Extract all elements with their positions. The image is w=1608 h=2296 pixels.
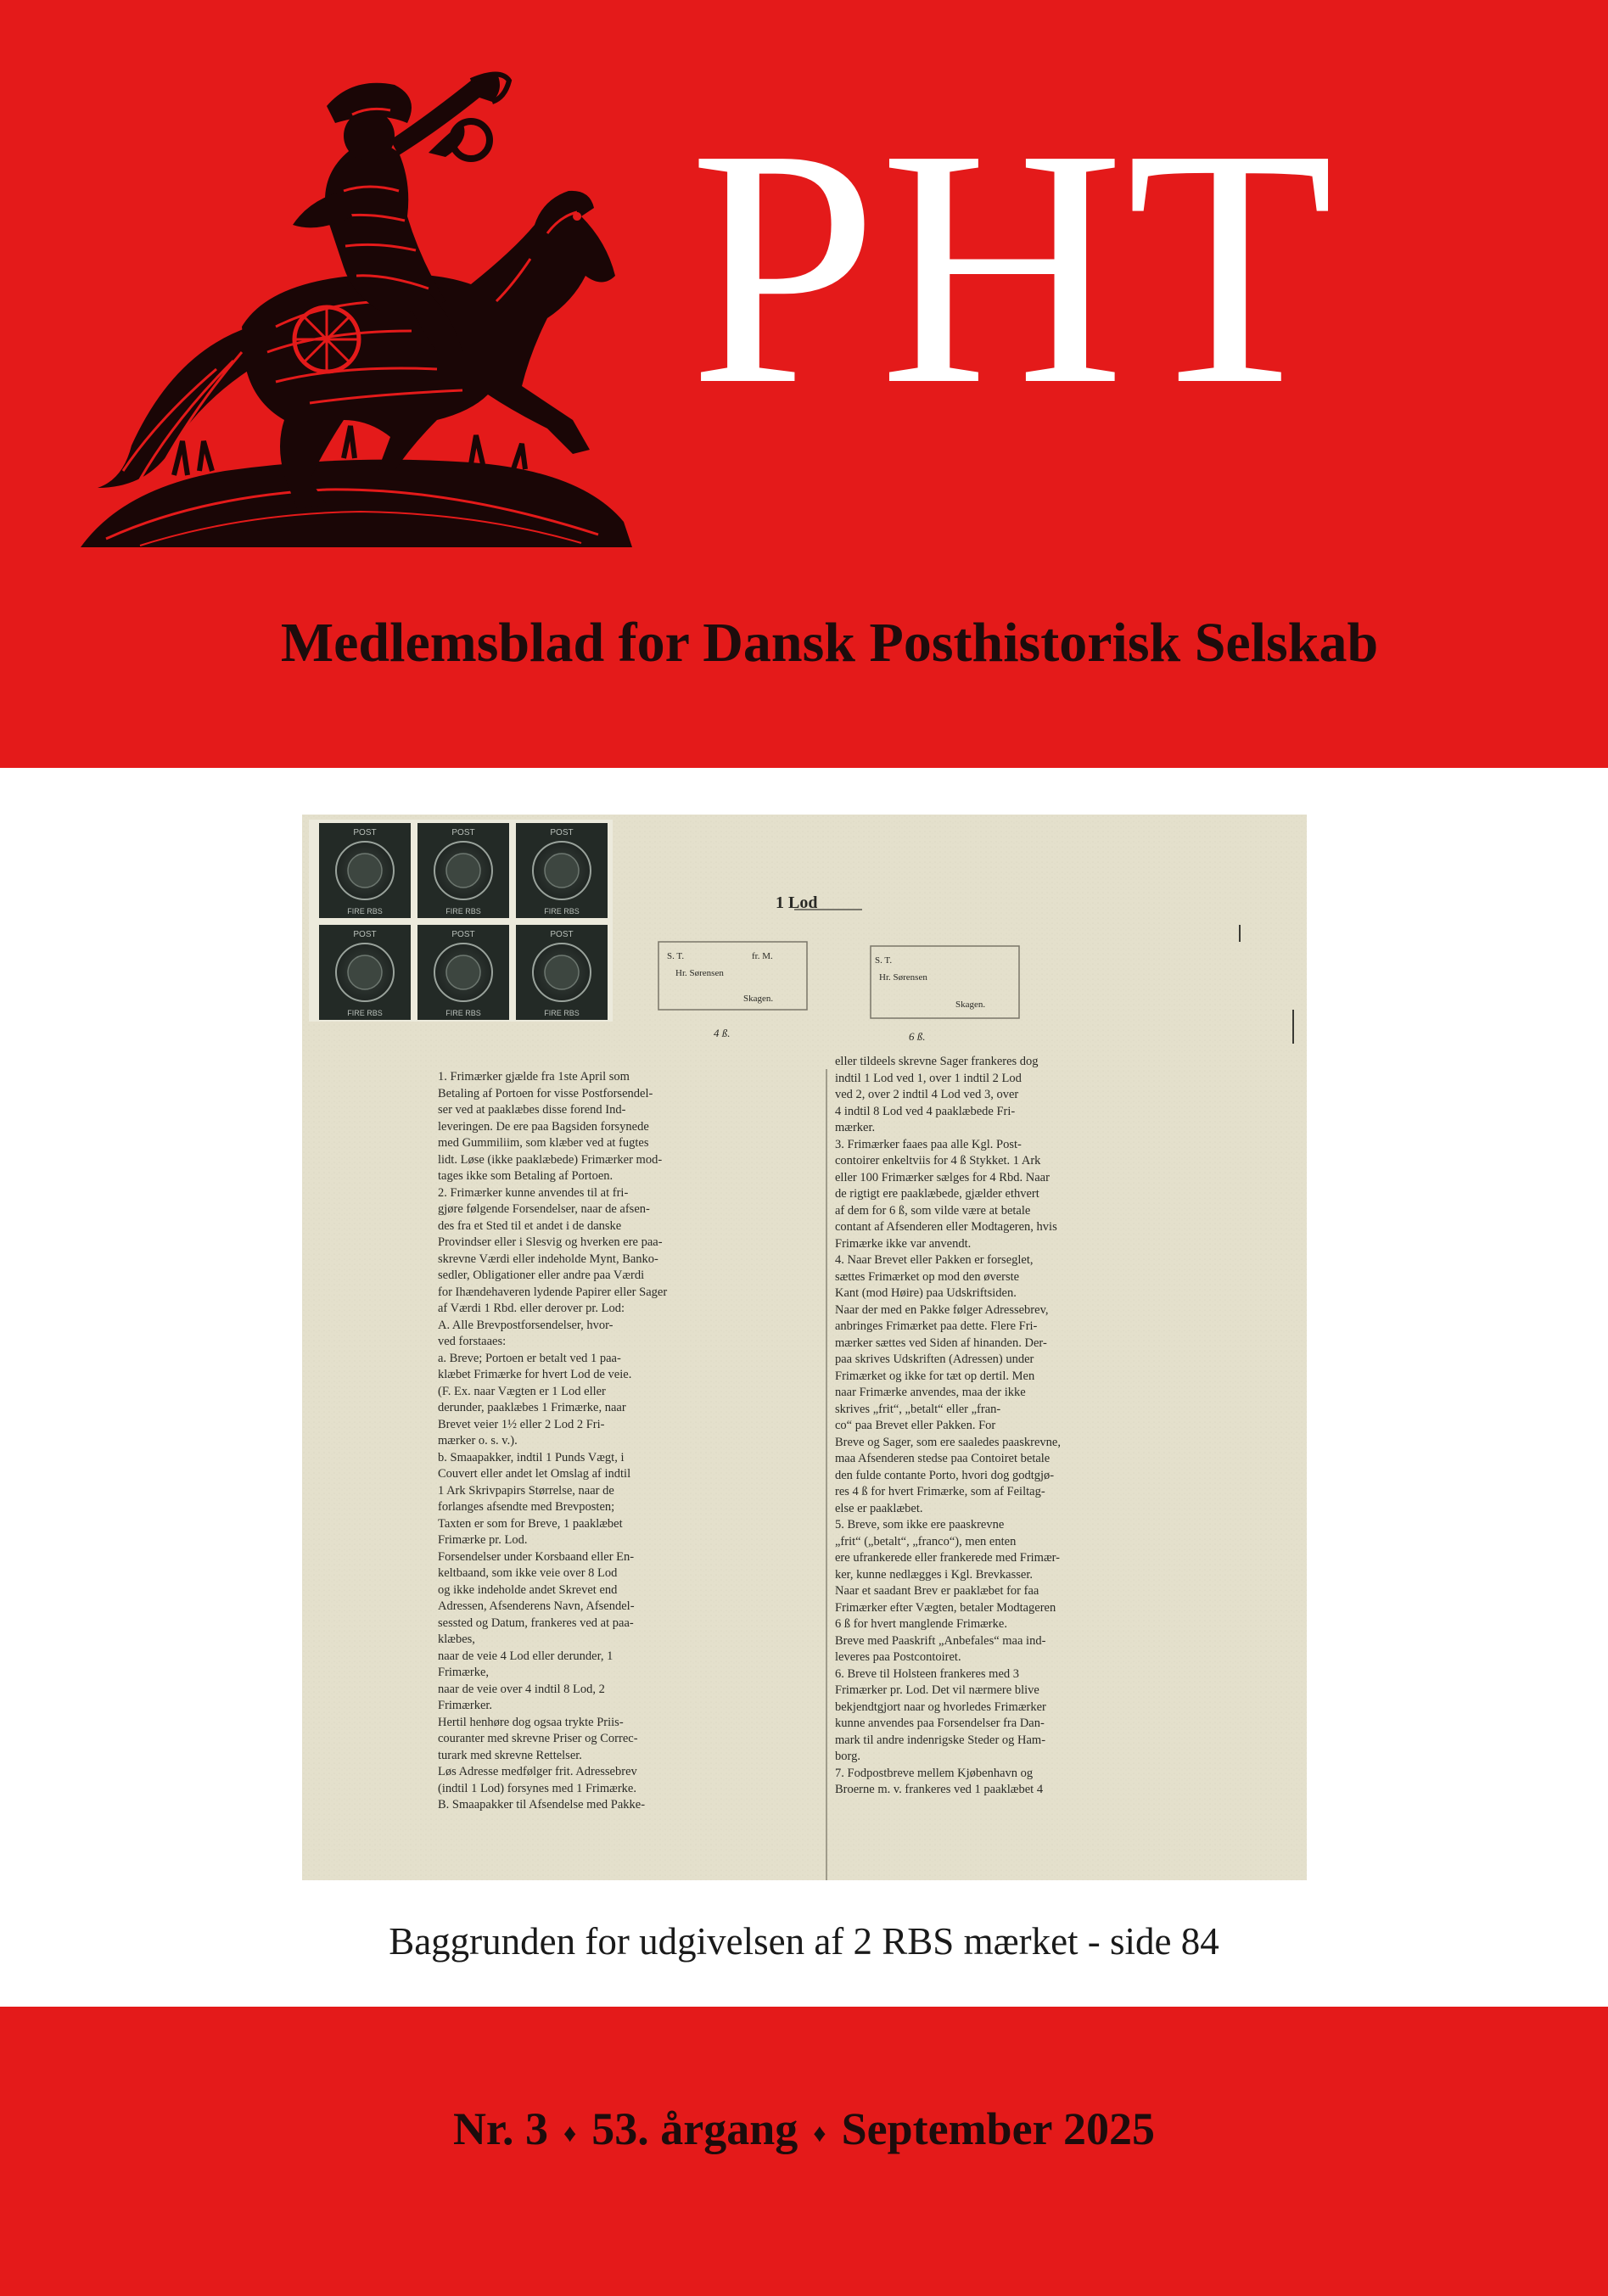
masthead-title: PHT [689, 79, 1336, 455]
addr-left-2: fr. M. [752, 951, 773, 961]
addr-left-3: Hr. Sørensen [675, 968, 724, 978]
issue-volume: 53. årgang [591, 2103, 798, 2154]
stamp [417, 925, 509, 1020]
svg-text:FIRE RBS: FIRE RBS [544, 907, 580, 916]
notice-heading: 1 Lod [776, 895, 818, 912]
svg-text:FIRE RBS: FIRE RBS [445, 907, 481, 916]
svg-text:FIRE RBS: FIRE RBS [445, 1009, 481, 1017]
historical-notice-photo [302, 815, 1307, 1880]
stamp-block [309, 820, 613, 1022]
addr-right-4: Skagen. [955, 1000, 986, 1010]
issue-number: Nr. 3 [452, 2103, 548, 2154]
notice-column-right: eller tildeels skrevne Sager frankeres dog indtil 1 Lod ved 1, over 1 indtil 2 Lod ved 2, over 2 indtil 4 Lod ved 3, over 4 indtil 8 Lod ved 4 paaklæbede Fri- mærker. 3. Frimærker faaes paa alle Kgl. Post- contoirer enkeltviis for 4 ß Stykket. 1 Ark eller 100 Frimærker sælges for 4 Rbd. Naar de rigtigt ere paaklæbede, gjælder ethvert af dem for 6 ß, som vilde være at betale contant af Afsenderen eller Modtageren, hvis Frimærke ikke var anvendt. 4. Naar Brevet eller Pakken er forseglet, sættes Frimærket op mod den øverste Kant (mod Høire) paa Udskriftsiden. Naar der med en Pakke følger Adressebrev, anbringes Frimærket paa dette. Flere Fri- mærker sættes ved Siden af hinanden. Der- paa skrives Udskriften (Adressen) under Frimærket og ikke for tæt op dertil. Men naar Frimærke anvendes, maa der ikke skrives „frit“, „betalt“ eller „fran- co“ paa Brevet eller Pakken. For Breve og Sager, som ere saaledes paaskrevne, maa Afsenderen stedse paa Contoiret betale den fulde contante Porto, hvori dog godtgjø- res 4 ß for hvert Frimærke, som af Feiltag- else er paaklæbet. 5. Breve, som ikke ere paaskrevne „frit“ („betalt“, „franco“), men enten ere ufrankerede eller frankerede med Frimær- ker, kunne nedlægges i Kgl. Brevkasser. Naar et saadant Brev er paaklæbet for faa Frimærker efter Vægten, betaler Modtageren 6 ß for hvert manglende Frimærke. Breve med Paaskrift „Anbefales“ maa ind- leveres paa Postcontoiret. 6. Breve til Holsteen frankeres med 3 Frimærker pr. Lod. Det vil nærmere blive bekjendtgjort naar og hvorledes Frimærker kunne anvendes paa Forsendelser fra Dan- mark til andre indenrigske Steder og Ham- borg. 7. Fodpostbreve mellem Kjøbenhavn og Broerne m. v. frankeres ved 1 paaklæbet 4 [835, 1055, 1061, 1796]
addr-right-1: S. T. [875, 955, 893, 966]
svg-text:POST: POST [451, 828, 475, 837]
addr-right-value: 6 ß. [909, 1030, 926, 1043]
post-rider-logo [72, 47, 666, 556]
addr-right-3: Hr. Sørensen [879, 972, 927, 983]
issue-date: September 2025 [841, 2103, 1156, 2154]
addr-left-value: 4 ß. [714, 1027, 731, 1039]
stamp [319, 925, 411, 1020]
stamp [319, 823, 411, 918]
addr-left-4: Skagen. [743, 994, 774, 1004]
subtitle: Medlemsblad for Dansk Posthistorisk Selskab [280, 612, 1379, 674]
addr-left-1: S. T. [667, 951, 685, 961]
diamond-separator-icon: ♦ [563, 2119, 577, 2148]
stamp [516, 925, 608, 1020]
svg-text:POST: POST [353, 828, 377, 837]
svg-text:POST: POST [550, 930, 574, 939]
svg-text:FIRE RBS: FIRE RBS [347, 1009, 383, 1017]
notice-column-left: 1. Frimærker gjælde fra 1ste April som Betaling af Portoen for visse Postforsendel- ser ved at paaklæbes disse forend Ind- leveringen. De ere paa Bagsiden forsynede med Gummiliim, som klæber ved at fugtes lidt. Løse (ikke paaklæbede) Frimærker mod- tages ikke som Betaling af Portoen. 2. Frimærker kunne anvendes til at fri- gjøre følgende Forsendelser, naar de afsen- des fra et Sted til et andet i de danske Provindser eller i Slesvig og hverken ere paa- skrevne Værdi eller indeholde Mynt, Banko- sedler, Obligationer eller andre paa Værdi for Ihændehaveren lydende Papirer eller Sager af Værdi 1 Rbd. eller derover pr. Lod: A. Alle Brevpostforsendelser, hvor- ved forstaaes: a. Breve; Portoen er betalt ved 1 paa- klæbet Frimærke for hvert Lod de veie. (F. Ex. naar Vægten er 1 Lod eller derunder, paaklæbes 1 Frimærke, naar Brevet veier 1½ eller 2 Lod 2 Fri- mærker o. s. v.). b. Smaapakker, indtil 1 Punds Vægt, i Couvert eller andet let Omslag af indtil 1 Ark Skrivpapirs Størrelse, naar de forlanges afsendte med Brevposten; Taxten er som for Breve, 1 paaklæbet Frimærke pr. Lod. Forsendelser under Korsbaand eller En- keltbaand, som ikke veie over 8 Lod og ikke indeholde andet Skrevet end Adressen, Afsenderens Navn, Afsendel- sessted og Datum, frankeres ved at paa- klæbes, naar de veie 4 Lod eller derunder, 1 Frimærke, naar de veie over 4 indtil 8 Lod, 2 Frimærker. Hertil henhøre dog ogsaa trykte Priis- couranter med skrevne Priser og Correc- turark med skrevne Rettelser. Løs Adresse medfølger frit. Adressebrev (indtil 1 Lod) forsynes med 1 Frimærke. B. Smaapakker til Afsendelse med Pakke- [438, 1070, 668, 1812]
issue-line [0, 2103, 1608, 2155]
svg-text:POST: POST [550, 828, 574, 837]
svg-text:POST: POST [353, 930, 377, 939]
stamp [516, 823, 608, 918]
svg-text:POST: POST [451, 930, 475, 939]
diamond-separator-icon: ♦ [813, 2119, 826, 2148]
svg-text:FIRE RBS: FIRE RBS [544, 1009, 580, 1017]
photo-caption: Baggrunden for udgivelsen af 2 RBS mærket - side 84 [389, 1920, 1219, 1963]
svg-text:FIRE RBS: FIRE RBS [347, 907, 383, 916]
stamp [417, 823, 509, 918]
